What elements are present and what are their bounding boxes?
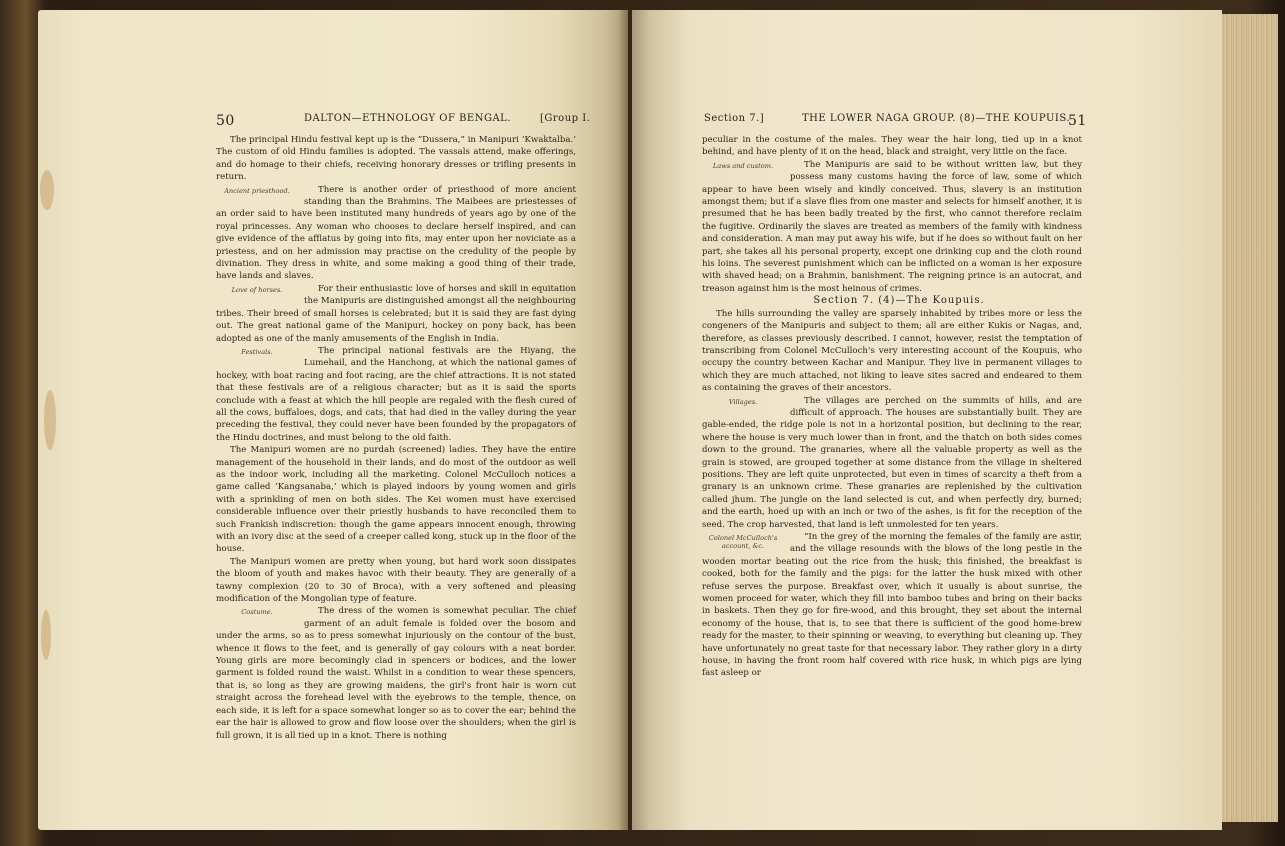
right-paragraph: Colonel McCulloch's account, &c. “In the grey of the morning the females of the family are astir, and the village resounds with the blows of the long pestle in the wooden mortar beating out the rice from the husk; this finished, the breakfast is cooked, both for the family and the pigs: for the latter the husk mixed with other refuse serves the purpose. Breakfast over, which it usually is about sunrise, the women proceed for water, which they fill into bamboo tubes and bring on their backs in baskets. Then they go for fire-wood, and this brought, they set about the internal economy of the house, that is, to see that there is sufficient of the good home-brew ready for the master, to their spinning or weaving, to everything but cleaning up. They have unfortunately no great taste for that necessary labor. They rather glory in a dirty house, in having the front room half covered with rice husk, in which pigs are lying fast asleep or [702, 532, 1082, 679]
margin-note: Festivals. [241, 347, 273, 356]
right-paragraph: Laws and custom. The Manipuris are said to be without written law, but they possess many customs having the force of law, some of which appear to have been wisely and kindly conceived. Thus, slavery is an institution amongst them; but if a slave flies from one master and selects for himself another, it is presumed that he has been badly treated by the first, who cannot therefore reclaim the fugitive. Ordinarily the slaves are treated as members of the family with kindness and consideration. A man may put away his wife, but if he does so without fault on her part, she takes all his personal property, except one drinking cup and the cloth round his loins. The severest punishment which can be inflicted on a woman is her exposure with shaved head; on a Brahmin, banishment. The reigning prince is an autocrat, and treason against him is the most heinous of crimes. [702, 159, 1082, 294]
left-page-number: 50 [216, 113, 235, 129]
margin-note: Colonel McCulloch's account, &c. [708, 534, 778, 550]
section-heading: Section 7. (4)—The Koupuis. [813, 295, 985, 307]
left-paragraph: Costume. The dress of the women is somewhat peculiar. The chief garment of an adult female is folded over the bosom and under the arms, so as to press somewhat injuriously on the contour of the bust, whence it flows to the feet, and is generally of gay colours with a neat border. Young girls are more becomingly clad in spencers or bodices, and the lower garment is folded round the waist. Whilst in a condition to wear these spencers, that is, so long as they are growing maidens, the girl's front hair is worn cut straight across the forehead level with the eyebrows to the temple, thence, on each side, it is left for a space somewhat longer so as to cover the ear; behind the ear the hair is allowed to grow and flow loose over the shoulders; when the girl is full grown, it is all tied up in a knot. There is nothing [216, 606, 576, 741]
left-page [38, 10, 628, 830]
left-paragraph: Love of horses. For their enthusiastic love of horses and skill in equitation the Manipuris are distinguished amongst all the neighbouring tribes. Their breed of small horses is celebrated; but it is said they are fast dying out. The great national game of the Manipuri, hockey on pony back, has been adopted as one of the manly amusements of the English in India. [216, 283, 576, 344]
left-paragraph: Festivals. The principal national festivals are the Hiyang, the Lumehail, and the Hanchong, at which the national games of hockey, with boat racing and foot racing, are the chief attractions. It is not stated that these festivals are of a religious character; but as it is said the sports conclude with a feast at which the hill people are regaled with the flesh cured of all the cows, buffaloes, dogs, and cats, that had died in the valley during the year preceding the festival, they could never have been founded by the propagators of the Hindu doctrines, and must belong to the old faith. [216, 345, 576, 443]
foxing-stain [41, 610, 51, 660]
foxing-stain [44, 390, 56, 450]
left-paragraph: The Manipuri women are pretty when young, but hard work soon dissipates the bloom of youth and makes havoc with their beauty. They are generally of a tawny complexion (20 to 30 of Broca), with a very softened and pleasing modification of the Mongolian type of feature. [216, 556, 576, 605]
right-paragraph: peculiar in the costume of the males. They wear the hair long, tied up in a knot behind, and have plenty of it on the head, black and straight, very little on the face. [702, 135, 1082, 158]
left-paragraph: The Manipuri women are no purdah (screened) ladies. They have the entire management of the household in their lands, and do most of the outdoor as well as the indoor work, including all the marketing. Colonel McCulloch notices a game called ‘Kangsanaba,’ which is played indoors by young women and girls with a sprinkling of men on both sides. The Kei women must have exercised considerable influence over their priestly husbands to have reconciled them to such Frankish indiscretion: though the game appears innocent enough, throwing with an ivory disc at the seed of a creeper called kong, stuck up in the floor of the house. [216, 445, 576, 555]
right-section-label: Section 7.] [704, 113, 765, 124]
margin-note: Laws and custom. [712, 161, 774, 170]
right-running-head: THE LOWER NAGA GROUP. (8)—THE KOUPUIS. [802, 113, 1071, 124]
foxing-stain [40, 170, 54, 210]
margin-note: Costume. [241, 608, 273, 617]
left-group-label: [Group I. [540, 113, 591, 124]
left-paragraph: The principal Hindu festival kept up is the “Dussera,” in Manipuri ‘Kwaktalba.’ The custom of old Hindu families is adopted. The vassals attend, make offerings, and do homage to their chiefs, receiving honorary dresses or trifling presents in return. [216, 135, 576, 183]
left-running-head: DALTON—ETHNOLOGY OF BENGAL. [304, 113, 511, 124]
margin-note: Love of horses. [231, 285, 283, 294]
right-page [632, 10, 1222, 830]
right-page-body [702, 134, 1082, 680]
right-paragraph: The hills surrounding the valley are sparsely inhabited by tribes more or less the congeners of the Manipuris and subject to them; all are either Kukis or Nagas, and, therefore, as classes previously described. I cannot, however, resist the temptation of transcribing from Colonel McCulloch's very interesting account of the Koupuis, who occupy the country between Kachar and Manipur. They live in permanent villages to which they are much attached, not liking to leave sites sacred and endeared to them as containing the graves of their ancestors. [702, 308, 1082, 394]
right-page-number: 51 [1068, 113, 1087, 129]
left-page-body [216, 134, 576, 742]
page-edges [1222, 14, 1278, 822]
margin-note: Ancient priesthood. [224, 186, 290, 195]
left-paragraph: Ancient priesthood. There is another order of priesthood of more ancient standing than the Brahmins. The Maibees are priestesses of an order said to have been instituted many hundreds of years ago by one of the royal princesses. Any woman who chooses to declare herself inspired, and can give evidence of the afflatus by going into fits, may enter upon her noviciate as a priestess, and on her admission may practise on the credulity of the people by divination. They dress in white, and some making a good thing of their trade, have lands and slaves. [216, 184, 576, 282]
right-paragraph: Villages. The villages are perched on the summits of hills, and are difficult of approach. The houses are substantially built. They are gable-ended, the ridge pole is not in a horizontal position, but declining to the rear, where the house is very much lower than in front, and the thatch on both sides comes down to the ground. The granaries, where all the valuable property as well as the grain is stowed, are grouped together at some distance from the village in sheltered positions. They are left quite unprotected, but even in times of scarcity a theft from a granary is an unknown crime. These granaries are replenished by the cultivation called jhum. The jungle on the land selected is cut, and when perfectly dry, burned; and the earth, hoed up with an inch or two of the ashes, is fit for the reception of the seed. The crop harvested, that land is left unmolested for ten years. [702, 395, 1082, 530]
margin-note: Villages. [728, 397, 758, 406]
